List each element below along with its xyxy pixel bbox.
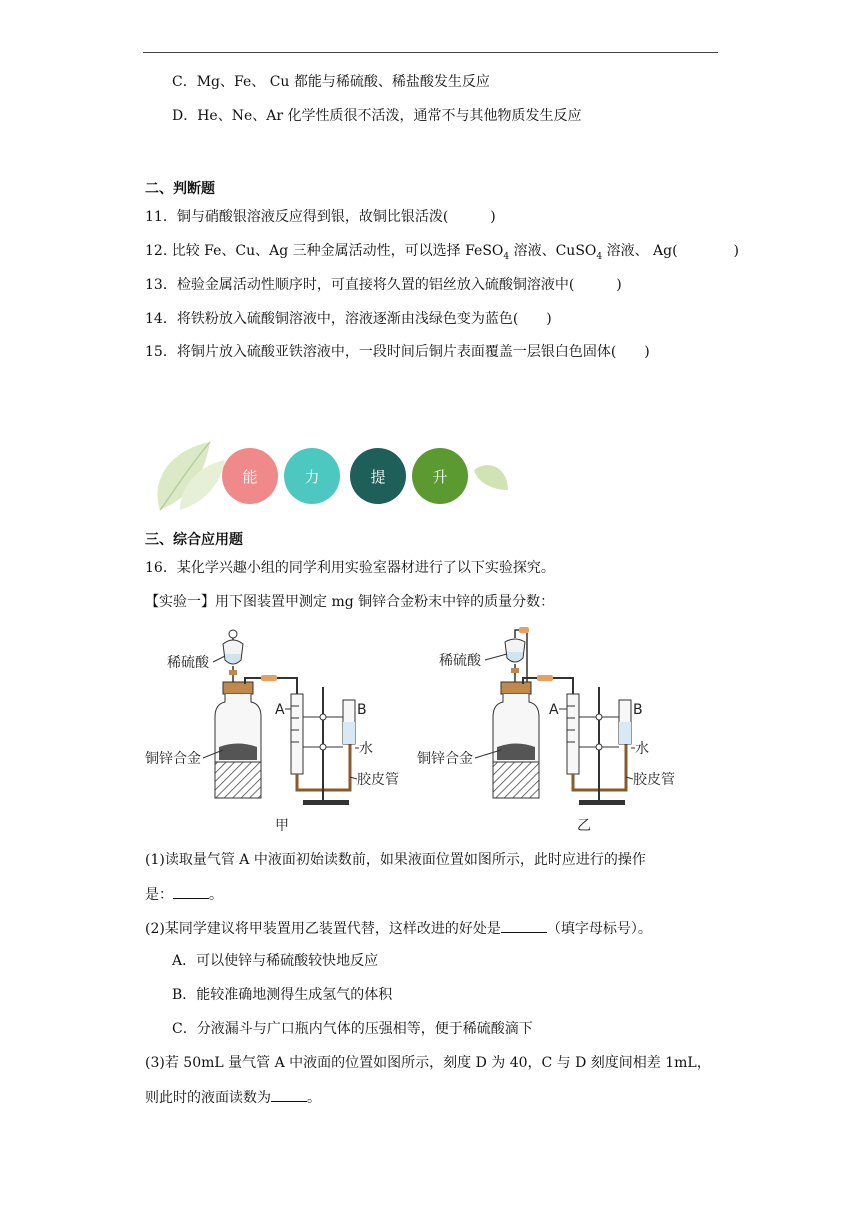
label-acid-jia: 稀硫酸	[167, 655, 209, 671]
section3-title: 三、综合应用题	[145, 532, 243, 548]
question-12: 12. 比较 Fe、Cu、Ag 三种金属活动性，可以选择 FeSO$_4$ 溶液、CuSO$_4$ 溶液、 Ag( )	[145, 243, 740, 262]
banner-char-1: 能	[222, 448, 278, 504]
part-1-b: 是： 。	[145, 884, 223, 905]
banner-char-2: 力	[284, 448, 340, 504]
apparatus-yi	[417, 627, 675, 834]
label-water-jia: 水	[359, 741, 373, 757]
label-tube-jia: 胶皮管	[357, 772, 399, 788]
label-B-jia: B	[357, 702, 367, 718]
apparatus-jia	[145, 630, 399, 834]
apparatus-figure	[145, 622, 705, 837]
label-A-jia: A	[275, 702, 285, 718]
experiment-1: 【实验一】用下图装置甲测定 mg 铜锌合金粉末中锌的质量分数：	[145, 594, 555, 610]
question-11: 11．铜与硝酸银溶液反应得到银，故铜比银活泼( )	[145, 209, 496, 225]
blank-3[interactable]	[271, 1087, 307, 1102]
label-jia: 甲	[275, 818, 289, 834]
part-3-b: 则此时的液面读数为 。	[145, 1087, 321, 1108]
label-tube-yi: 胶皮管	[633, 772, 675, 788]
label-acid-yi: 稀硫酸	[439, 653, 481, 669]
blank-1[interactable]	[173, 884, 209, 899]
banner-char-4: 升	[412, 448, 468, 504]
question-14: 14．将铁粉放入硫酸铜溶液中，溶液逐渐由浅绿色变为蓝色( )	[145, 311, 552, 327]
option-2a: A．可以使锌与稀硫酸较快地反应	[172, 953, 379, 969]
question-15: 15．将铜片放入硫酸亚铁溶液中，一段时间后铜片表面覆盖一层银白色固体( )	[145, 344, 650, 360]
option-2c: C．分液漏斗与广口瓶内气体的压强相等，便于稀硫酸滴下	[172, 1021, 533, 1037]
label-alloy-yi: 铜锌合金	[417, 751, 473, 767]
question-16: 16．某化学兴趣小组的同学利用实验室器材进行了以下实验探究。	[145, 560, 555, 576]
option-c: C．Mg、Fe、 Cu 都能与稀硫酸、稀盐酸发生反应	[172, 74, 490, 90]
ability-banner	[150, 440, 520, 512]
top-rule	[143, 52, 718, 53]
label-yi: 乙	[577, 818, 591, 834]
part-2: (2)某同学建议将甲装置用乙装置代替，这样改进的好处是 （填字母标号）。	[145, 918, 652, 939]
question-13: 13．检验金属活动性顺序时，可直接将久置的铝丝放入硫酸铜溶液中( )	[145, 277, 622, 293]
label-water-yi: 水	[635, 741, 649, 757]
part-3-a: (3)若 50mL 量气管 A 中液面的位置如图所示，刻度 D 为 40，C 与 D 刻度间相差 1mL，	[145, 1055, 711, 1071]
label-alloy-jia: 铜锌合金	[145, 751, 201, 767]
section2-title: 二、判断题	[145, 181, 215, 197]
banner-char-3: 提	[350, 448, 406, 504]
blank-2[interactable]	[501, 918, 547, 933]
option-2b: B．能较准确地测得生成氢气的体积	[172, 987, 393, 1003]
part-1-a: (1)读取量气管 A 中液面初始读数前，如果液面位置如图所示，此时应进行的操作	[145, 852, 646, 868]
label-A-yi: A	[549, 702, 559, 718]
leaf-icon	[150, 440, 230, 512]
option-d: D．He、Ne、Ar 化学性质很不活泼，通常不与其他物质发生反应	[172, 108, 582, 124]
small-leaf-icon	[472, 460, 512, 500]
label-B-yi: B	[633, 702, 643, 718]
